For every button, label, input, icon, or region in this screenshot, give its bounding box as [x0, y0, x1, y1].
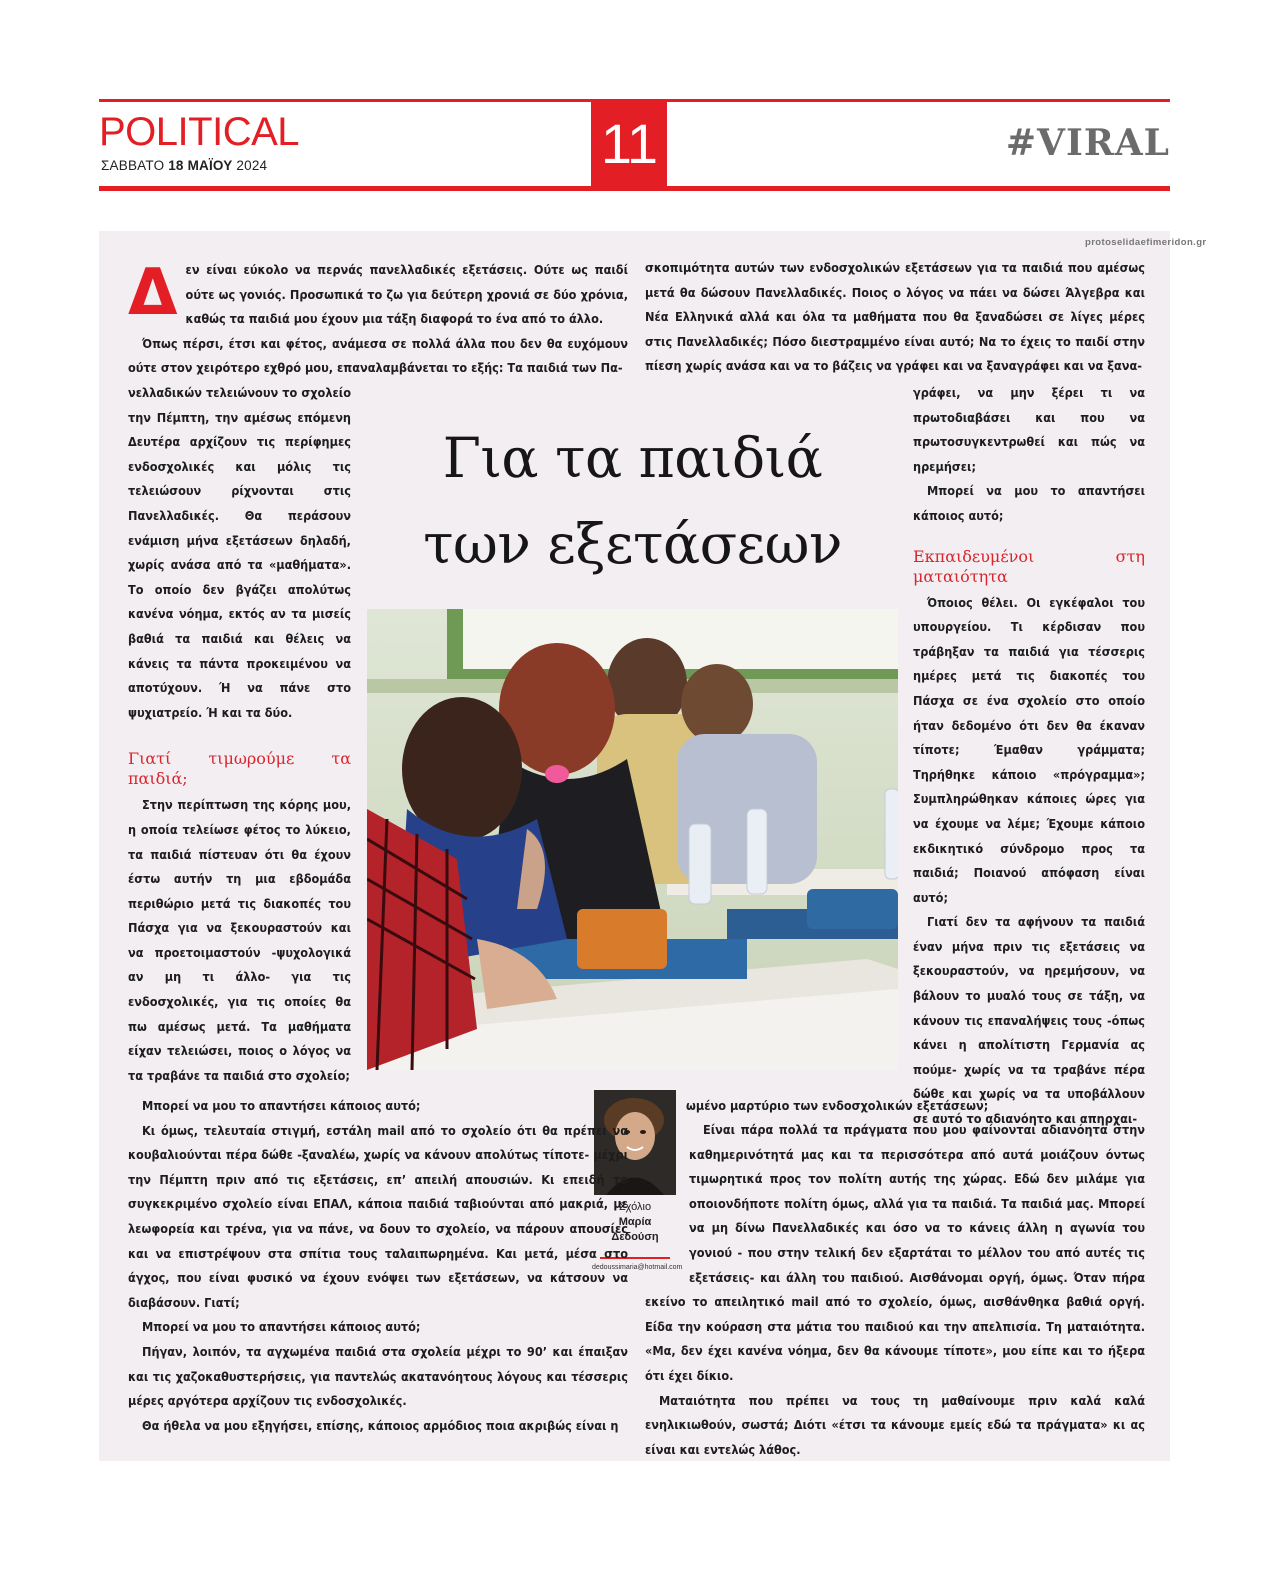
left-paragraph-4: Κι όμως, τελευταία στιγμή, εστάλη mail από το σχολείο ότι θα πρέπει να κουβαλιούνται πέρα δώθε -ξαναλέω, χωρίς να κάνουν απολύτως τίποτε- μέχρι την Πέμπτη πριν από τις εξετάσεις, επ’ απειλή απουσιών. Κι επειδή το συγκεκριμένο σχολείο είναι ΕΠΑΛ, κάποια παιδιά ταβιούνται από μακριά, με λεωφορεία και τρένα, για να πάνε, να δουν το σχολείο, να πάρουν απουσίες και να επιστρέψουν στα σπίτια τους ταλαιπωρημένα. Και μετά, μέσα στο άγχος, που είναι φυσικό να έχουν ενόψει των εξετάσεων, να κάτσουν να διαβάσουν. Γιατί;	[128, 1122, 628, 1310]
col1-paragraph-1: νελλαδικών τελειώνουν το σχολείο την Πέμπτη, την αμέσως επόμενη Δευτέρα αρχίζουν τις περίφημες ενδοσχολικές και μόλις τις τελειώσουν ρίχνονται στις Πανελλαδικές. Θα περάσουν ενάμιση μήνα εξετάσεων δηλαδή, χωρίς ανάσα από τα «μαθήματα». Το οποίο δεν βγάζει απολύτως κανένα νόημα, εκτός αν τα μισείς βαθιά τα παιδιά και θέλεις να κάνεις τα πάντα προκειμένου να αποτύχουν. Ή να πάνε στο ψυχιατρείο. Ή και τα δύο.	[128, 385, 351, 720]
author-label: Σχόλιο	[618, 1201, 652, 1213]
author-last-name: Δεδούση	[611, 1231, 659, 1243]
author-box-spacer	[645, 1118, 689, 1273]
subhead-futility: Εκπαιδευμένοι στη ματαιότητα	[913, 546, 1145, 586]
issue-date	[101, 158, 267, 173]
watermark: protoselidaefimeridon.gr	[1085, 237, 1207, 248]
right-paragraph-3: Είναι πάρα πολλά τα πράγματα που μου φαίνονται αδιανόητα στην καθημερινότητά μας και τα περισσότερα από αυτά μοιάζουν όντως τιμωρητικά προς τον πολίτη αυτής της χώρας. Εδώ δεν μιλάμε για οποιονδήποτε πολίτη όμως, αλλά για τα παιδιά. Τα παιδιά μας. Μπορεί να μη δίνω Πανελλαδικές και όσο να το κάνεις άλλη η αγωνία του γονιού - που στην τελική δεν εξαρτάται το μέλλον του από αυτές τις εξετάσεις- και άλλη του παιδιού. Αισθάνομαι οργή, όμως. Όταν πήρα εκείνο το απειλητικό mail από το σχολείο, όμως, αισθάνθηκα βαθιά οργή. Είδα την κούραση στα μάτια του παιδιού και την απελπισία. Τη ματαιότητα. «Μα, δεν έχει κανένα νόημα, δεν θα κάνουμε τίποτε», μου είπε και το ήξερα ότι έχει δίκιο.	[645, 1122, 1145, 1383]
col3-paragraph-2: Μπορεί να μου το απαντήσει κάποιος αυτό;	[913, 483, 1145, 523]
intro-paragraph-2: Όπως πέρσι, έτσι και φέτος, ανάμεσα σε πολλά άλλα που δεν θα ευχόμουν ούτε στον χειρότερο εχθρό μου, επαναλαμβάνεται το εξής: Τα παιδιά των Πα-	[128, 335, 628, 376]
right-paragraph-2: ωμένο μαρτύριο των ενδοσχολικών εξετάσεων;	[686, 1098, 989, 1113]
page-number: 11	[591, 102, 667, 186]
author-email: dedoussimaria@hotmail.com	[592, 1264, 683, 1271]
publication-name: POLITICAL	[99, 110, 300, 154]
column-left	[128, 381, 351, 1088]
subhead-punish: Γιατί τιμωρούμε τα παιδιά;	[128, 749, 351, 789]
right-paragraph-4: Ματαιότητα που πρέπει να τους τη μαθαίνουμε πριν καλά καλά ενηλικιωθούν, σωστά; Διότι «έτσι τα κάνουμε εμείς εδώ τα πράγματα» κι ας είναι και εντελώς λάθος.	[645, 1392, 1145, 1457]
bottom-right-block	[645, 1118, 1145, 1462]
section-title: #VIRAL	[1005, 122, 1170, 164]
drop-cap: Δ	[128, 256, 178, 330]
exam-classroom-photo	[367, 609, 898, 1070]
date-year: 2024	[236, 158, 268, 173]
date-main: 18 ΜΑΪΟΥ	[168, 158, 233, 173]
right-top-paragraph: σκοπιμότητα αυτών των ενδοσχολικών εξετάσεων για τα παιδιά που αμέσως μετά θα δώσουν Πανελλαδικές. Ποιος ο λόγος να πάει να δώσει Άλγεβρα και Νέα Ελληνικά αλλά και όλα τα μαθήματα που θα ξαναδώσει σε λίγες μέρες στις Πανελλαδικές; Πόσο διεστραμμένο είναι αυτό; Να το έχεις το παιδί στην πίεση χωρίς ανάσα και να το βάζεις να γράφει και να ξαναγράφει και να ξανα-	[645, 260, 1145, 374]
left-paragraph-7: Θα ήθελα να μου εξηγήσει, επίσης, κάποιος αρμόδιος ποια ακριβώς είναι η	[142, 1417, 619, 1433]
header-bottom-rule	[99, 186, 1170, 191]
left-paragraph-6: Πήγαν, λοιπόν, τα αγχωμένα παιδιά στα σχολεία μέχρι το 90’ και έπαιξαν και τις χαζοκαθυστερήσεις, για παντελώς ακατανόητους λόγους και τέσσερις μέρες αργότερα αρχίζουν τις ενδοσχολικές.	[128, 1343, 628, 1409]
col1-paragraph-2: Στην περίπτωση της κόρης μου, η οποία τελείωσε φέτος το λύκειο, τα παιδιά πίστευαν ότι θα έχουν έστω αυτήν τη μια εβδομάδα περιθώριο μετά τις διακοπές του Πάσχα για να ξεκουραστούν και να προετοιμαστούν -ψυχολογικά αν μη τι άλλο- για τις ενδοσχολικές, για τις οποίες θα πω αμέσως μετά. Τα μαθήματα είχαν τελειώσει, ποιος ο λόγος να τα τραβάνε τα παιδιά στο σχολείο;	[128, 797, 351, 1083]
author-first-name: Μαρία	[618, 1216, 652, 1228]
right-top-block	[645, 256, 1145, 379]
intro-block	[128, 258, 628, 381]
col3-paragraph-1: γράφει, να μην ξέρει τι να πρωτοδιαβάσει και που να πρωτοσυγκεντρωθεί και πώς να ηρεμήσει;	[913, 385, 1145, 474]
left-paragraph-3: Μπορεί να μου το απαντήσει κάποιος αυτό;	[142, 1098, 421, 1113]
col3-paragraph-3: Όποιος θέλει. Οι εγκέφαλοι του υπουργείου. Τι κέρδισαν που τράβηξαν τα παιδιά για τέσσερις ημέρες μετά τις διακοπές του Πάσχα σε ένα σχολείο στο οποίο ήταν δεδομένο ότι δεν θα έκαναν τίποτε; Έμαθαν γράμματα; Τηρήθηκε κάποιο «πρόγραμμα»; Συμπληρώθηκαν κάποιες ώρες για να έχουμε να λέμε; Έχουμε κάποιο εκδικητικό σύνδρομο προς τα παιδιά; Ποιανού απόφαση είναι αυτό;	[913, 594, 1145, 905]
col3-paragraph-4: Γιατί δεν τα αφήνουν τα παιδιά έναν μήνα πριν τις εξετάσεις να ξεκουραστούν, να ηρεμήσουν, να βάλουν το μυαλό τους σε τάξη, να κάνουν τις επαναλήψεις τους -όπως κάνει η απολίτιστη Γερμανία ας πούμε- χωρίς να τα τραβάνε πέρα δώθε και χωρίς να τα υποβάλλουν σε αυτό το αδιανόητο και απηρχαι-	[913, 914, 1145, 1127]
bottom-right-top-block	[686, 1094, 1145, 1119]
bottom-left-block	[128, 1094, 628, 1438]
headline-line-2: των εξετάσεων	[423, 512, 842, 576]
intro-paragraph-1: εν είναι εύκολο να περνάς πανελλαδικές εξετάσεις. Ούτε ως παιδί ούτε ως γονιός. Προσωπικά το ζω για δεύτερη χρονιά σε δύο χρόνια, καθώς τα παιδιά μου έχουν μια τάξη διαφορά το ένα από το άλλο.	[185, 262, 628, 327]
left-paragraph-5: Μπορεί να μου το απαντήσει κάποιος αυτό;	[142, 1319, 421, 1335]
column-right	[913, 381, 1145, 1132]
headline-line-1: Για τα παιδιά	[442, 426, 823, 490]
exam-classroom-illustration	[367, 609, 898, 1070]
headline	[380, 415, 885, 587]
date-day: ΣΑΒΒΑΤΟ	[101, 158, 165, 173]
